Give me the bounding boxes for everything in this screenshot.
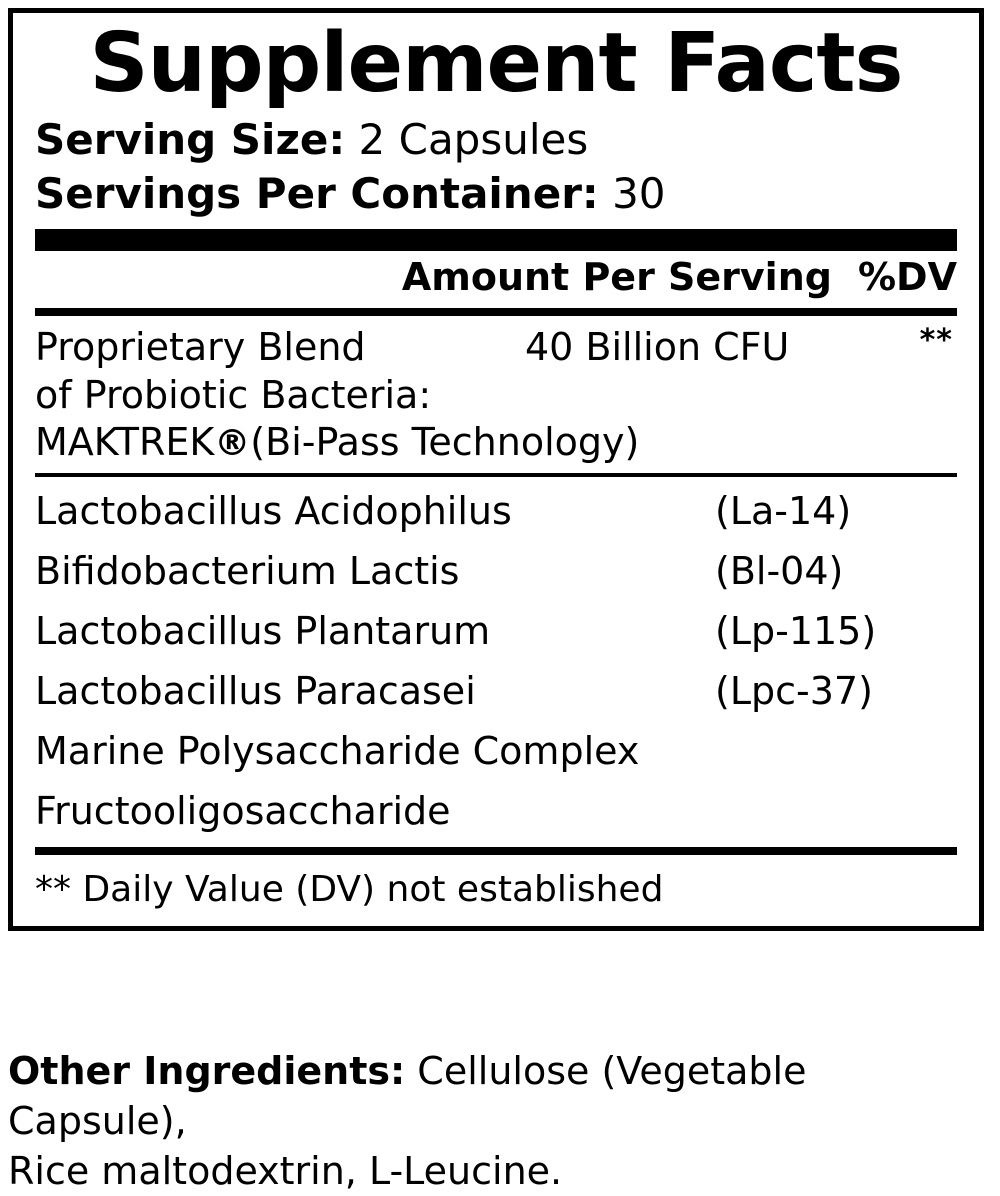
blend-name: Proprietary Blend — [35, 325, 366, 370]
blend-line-2: of Probiotic Bacteria: — [35, 372, 432, 417]
serving-size-row — [35, 113, 957, 167]
blend-line-3 — [35, 419, 957, 467]
strain-name: Bifidobacterium Lactis — [35, 548, 460, 593]
other-ingredients-line-1: Cellulose (Vegetable Capsule), — [8, 1049, 807, 1144]
amount-per-serving-header: Amount Per Serving — [401, 254, 832, 299]
list-item: Fructooligosaccharide — [35, 789, 451, 834]
blend-amount: 40 Billion CFU — [525, 325, 790, 370]
page-title: Supplement Facts — [89, 16, 903, 111]
strain-name: Lactobacillus Paracasei — [35, 668, 476, 713]
blend-technology-text: (Bi-Pass Technology) — [250, 420, 640, 465]
blend-dv-value: ** — [919, 323, 953, 359]
other-ingredients-line-2: Rice maltodextrin, L-Leucine. — [8, 1149, 563, 1194]
registered-trademark-icon: ® — [214, 423, 251, 465]
daily-value-footnote: ** Daily Value (DV) not established — [35, 869, 664, 911]
servings-per-container-value: 30 — [612, 168, 666, 218]
strain-code: (Bl-04) — [715, 548, 844, 593]
divider-thick — [35, 229, 957, 251]
list-item — [35, 541, 957, 601]
strain-code: (La-14) — [715, 488, 852, 533]
strain-code: (Lpc-37) — [715, 668, 873, 713]
strain-name: Lactobacillus Plantarum — [35, 608, 491, 653]
other-ingredients-block — [8, 1046, 992, 1196]
blend-trademark-name: MAKTREK — [35, 420, 215, 465]
strain-code: (Lp-115) — [715, 608, 877, 653]
other-ingredients-label: Other Ingredients: — [8, 1049, 406, 1093]
serving-size-value: 2 Capsules — [358, 115, 589, 165]
divider-medium-2 — [35, 847, 957, 855]
servings-per-container-label: Servings Per Container: — [35, 168, 599, 218]
list-item: Marine Polysaccharide Complex — [35, 729, 640, 774]
blend-primary-row — [35, 324, 957, 372]
servings-per-container-row — [35, 167, 957, 221]
list-item — [35, 661, 957, 721]
column-headers — [35, 251, 957, 305]
divider-medium — [35, 308, 957, 316]
strain-name: Lactobacillus Acidophilus — [35, 488, 512, 533]
proprietary-blend-block — [35, 316, 957, 473]
strain-list — [35, 477, 957, 843]
facts-panel — [8, 8, 984, 931]
daily-value-header: %DV — [857, 254, 957, 299]
list-item — [35, 601, 957, 661]
serving-size-label: Serving Size: — [35, 115, 346, 165]
list-item — [35, 481, 957, 541]
